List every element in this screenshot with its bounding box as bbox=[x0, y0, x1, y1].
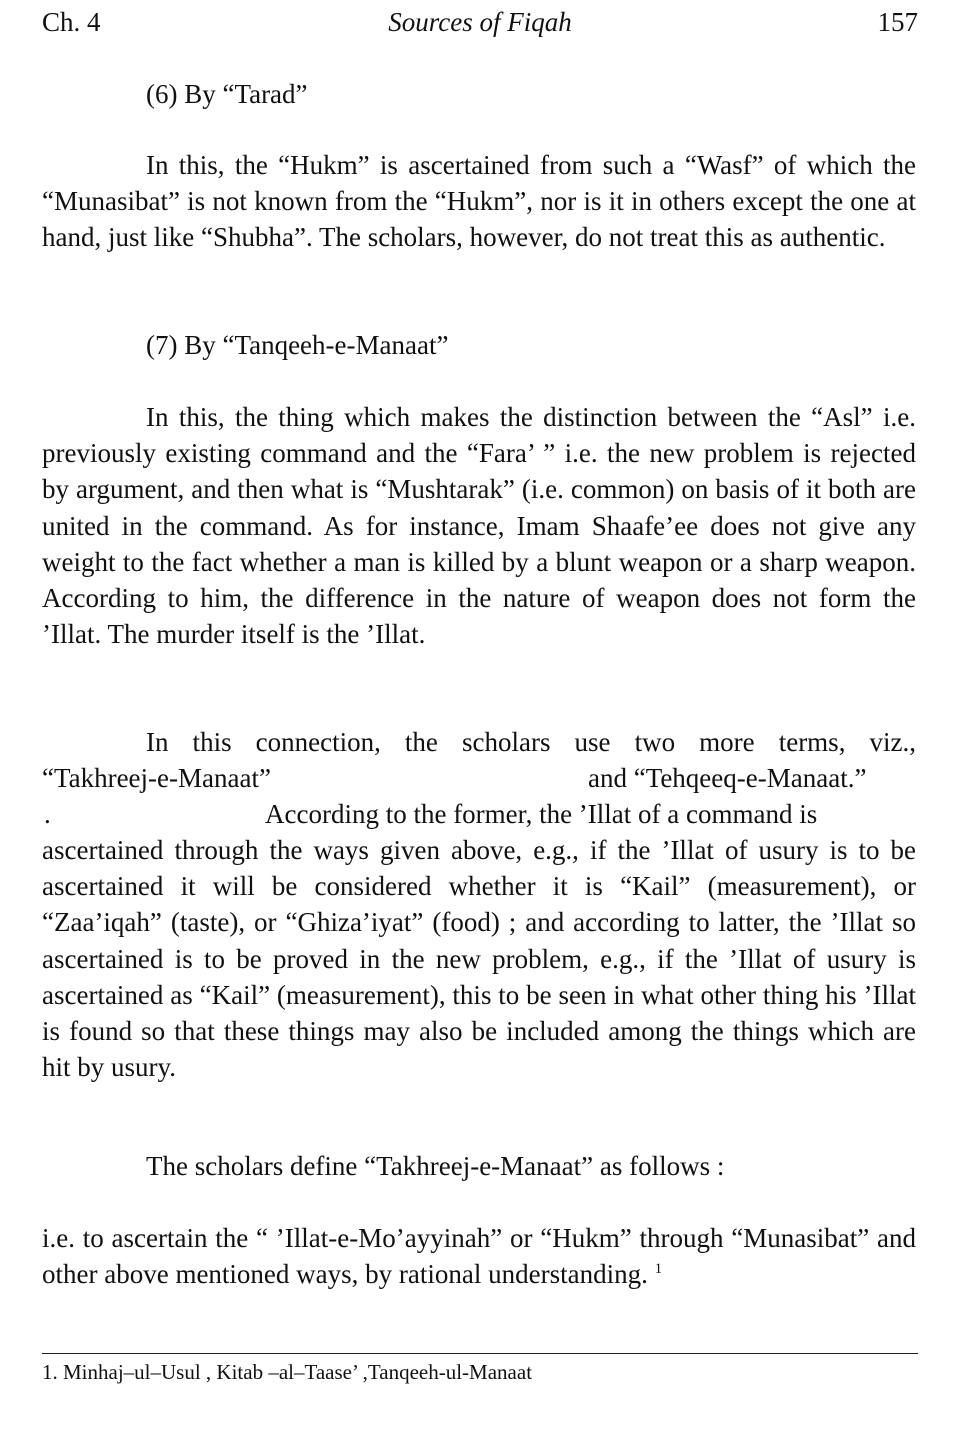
connection-line-3: According to the former, the ’Illat of a command is bbox=[265, 799, 818, 829]
section-7-paragraph: In this, the thing which makes the distinction between the “Asl” i.e. previously existing command and the “Fara’ ” i.e. the new problem is rejected by argument, and then what is “Mushtarak” (i.e. common) on basis of it both are united in the command. As for instance, Imam Shaafe’ee does not give any weight to the fact whether a man is killed by a blunt weapon or a sharp weapon. According to him, the difference in the nature of weapon does not form the ’Illat. The murder itself is the ’Illat. bbox=[42, 402, 916, 650]
connection-line-1: In this connection, the scholars use two more terms, viz., bbox=[146, 727, 916, 757]
connection-rest: ascertained through the ways given above, e.g., if the ’Illat of usury is to be ascertained it will be considered whether it is “Kail” (measurement), or “Zaa’iqah” (taste), or “Ghiza’iyat” (food) ; and according to latter, the ’Illat so ascertained is to be proved in the new problem, e.g., if the ’Illat of usury is ascertained as “Kail” (measurement), this to be seen in what other thing his ’Illat is found so that these things may also be included among the things which are hit by usury. bbox=[42, 835, 916, 1083]
footnote-separator bbox=[42, 1353, 918, 1354]
term-takhreej: “Takhreej-e-Manaat” bbox=[42, 763, 271, 793]
section-6-paragraph: In this, the “Hukm” is ascertained from such a “Wasf” of which the “Munasibat” is not known from the “Hukm”, nor is it in others except the one at hand, just like “Shubha”. The scholars, however, do not treat this as authentic. bbox=[42, 150, 916, 253]
definition-body: i.e. to ascertain the “ ’Illat-e-Mo’ayyinah” or “Hukm” through “Munasibat” and other above mentioned ways, by rational understanding. bbox=[42, 1223, 916, 1290]
page-number: 157 bbox=[877, 7, 918, 37]
footnote: 1. Minhaj–ul–Usul , Kitab –al–Taase’ ,Tanqeeh-ul-Manaat bbox=[42, 1360, 533, 1384]
section-6-heading: (6) By “Tarad” bbox=[146, 79, 308, 109]
chapter-label: Ch. 4 bbox=[42, 7, 101, 37]
footnote-reference[interactable]: 1 bbox=[654, 1261, 663, 1278]
definition-text bbox=[42, 1220, 916, 1292]
stray-dot: . bbox=[44, 799, 51, 829]
running-header bbox=[42, 4, 918, 40]
definition-intro: The scholars define “Takhreej-e-Manaat” as follows : bbox=[146, 1151, 725, 1181]
section-7-heading: (7) By “Tanqeeh-e-Manaat” bbox=[146, 330, 449, 360]
running-title: Sources of Fiqah bbox=[388, 7, 572, 37]
term-tehqeeq: and “Tehqeeq-e-Manaat.” bbox=[588, 763, 867, 793]
